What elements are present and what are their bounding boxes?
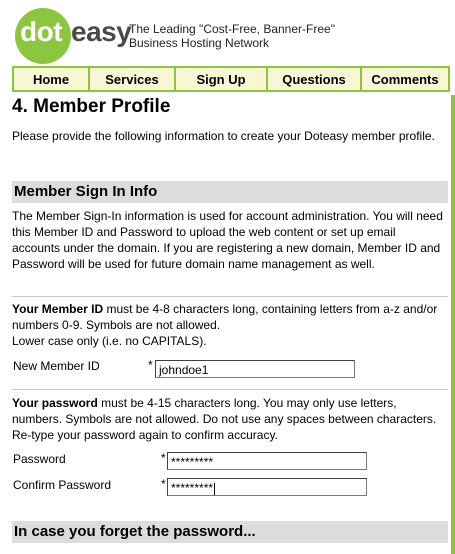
section-forgot-password-header: In case you forget the password... xyxy=(12,521,448,543)
password-masked-value: ********* xyxy=(171,455,214,469)
main-content xyxy=(12,95,448,540)
member-id-rule-lowercase: Lower case only (i.e. no CAPITALS). xyxy=(12,334,207,348)
member-id-rule-bold: Your Member ID xyxy=(12,302,104,316)
header xyxy=(0,0,455,65)
confirm-password-label: Confirm Password xyxy=(13,478,112,492)
confirm-password-masked-value: ********* xyxy=(171,481,214,495)
tagline-line-2: Business Hosting Network xyxy=(129,36,270,50)
nav-questions[interactable]: Questions xyxy=(266,68,360,90)
nav-comments[interactable]: Comments xyxy=(360,68,448,90)
password-rule-text: must be 4-15 characters long. You may only use letters, numbers. Symbols are not allowed. Do not use any spaces between characters. Re-type your password again to confirm accuracy. xyxy=(12,396,437,442)
required-marker: * xyxy=(161,477,166,491)
text-caret xyxy=(214,483,215,495)
member-id-rule-text: must be 4-8 characters long, containing letters from a-z and/or numbers 0-9. Symbols are not allowed. xyxy=(12,302,438,332)
password-rule-bold: Your password xyxy=(12,396,98,410)
logo-dot-text: dot xyxy=(20,16,63,47)
section-member-signin-header: Member Sign In Info xyxy=(12,181,448,203)
nav-sign-up[interactable]: Sign Up xyxy=(174,68,266,90)
required-marker: * xyxy=(148,358,153,372)
main-nav xyxy=(12,66,450,92)
password-input[interactable] xyxy=(167,452,367,470)
member-id-input[interactable] xyxy=(155,360,355,378)
password-label: Password xyxy=(13,452,66,466)
member-id-value: johndoe1 xyxy=(159,363,209,377)
tagline-line-1: The Leading "Cost-Free, Banner-Free" xyxy=(129,22,335,36)
tagline xyxy=(129,22,369,50)
intro-text: Please provide the following information to create your Doteasy member profile. xyxy=(12,129,435,143)
required-marker: * xyxy=(161,451,166,465)
divider xyxy=(12,296,448,297)
signin-description: The Member Sign-In information is used for account administration. You will need this Member ID and Password to upload the web content or set up email accounts under the domain. If you are registering a new domain, Member ID and Password will be used for future domain name management as well. xyxy=(12,209,443,271)
password-rules xyxy=(12,395,446,443)
member-id-label: New Member ID xyxy=(13,359,100,373)
nav-home[interactable]: Home xyxy=(32,71,70,87)
nav-services[interactable]: Services xyxy=(88,68,174,90)
divider xyxy=(12,389,448,390)
confirm-password-input[interactable] xyxy=(167,478,367,496)
page-title: 4. Member Profile xyxy=(12,96,171,117)
right-border-stripe xyxy=(451,95,455,554)
member-id-rules xyxy=(12,301,446,349)
logo-easy-text: easy xyxy=(71,16,132,47)
